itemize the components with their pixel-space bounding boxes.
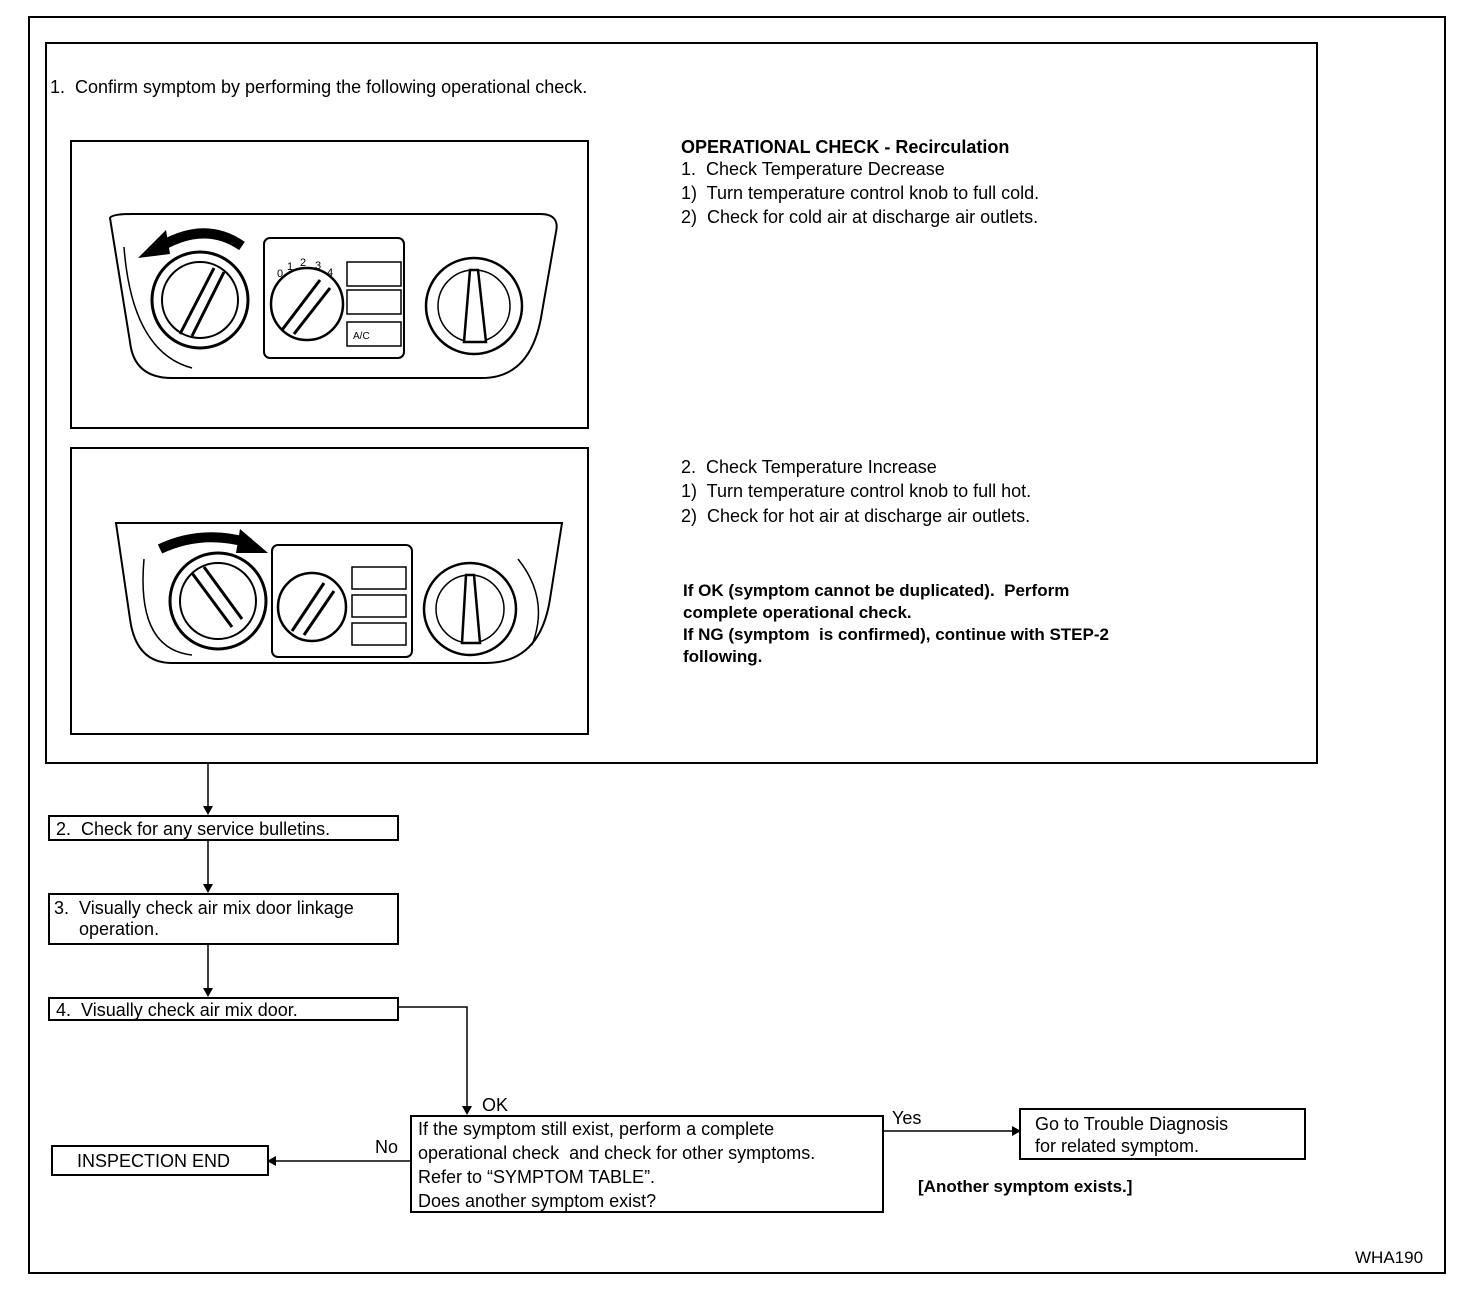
fan-speed-label: 3 [315,260,322,272]
inspection-end-label: INSPECTION END [77,1151,231,1171]
figure-code: WHA190 [1355,1248,1424,1267]
yes-label: Yes [892,1108,922,1128]
result-line: following. [683,647,763,666]
increase-step: 2) Check for hot air at discharge air outlets. [681,506,1031,526]
step2-label: 2. Check for any service bulletins. [56,819,331,839]
result-line: If OK (symptom cannot be duplicated). Perform [683,581,1070,600]
result-line: If NG (symptom is confirmed), continue with STEP-2 [683,625,1109,644]
fan-speed-label: 0 [277,268,284,280]
trouble-diagnosis-box [1019,1108,1306,1160]
arrow-down-icon [203,806,213,815]
decrease-title: 1. Check Temperature Decrease [681,159,945,179]
decrease-step: 1) Turn temperature control knob to full cold. [681,183,1040,203]
step3-line: operation. [54,919,160,939]
decision-box [410,1115,884,1213]
result-line: complete operational check. [683,603,912,622]
ok-label: OK [482,1095,509,1115]
step2-box [48,815,399,841]
arrow-down-icon [462,1106,472,1115]
step3-line: 3. Visually check air mix door linkage [54,898,354,918]
decision-line: Does another symptom exist? [418,1191,657,1211]
fan-speed-label: 1 [287,261,294,273]
op-check-heading: OPERATIONAL CHECK - Recirculation [681,137,1010,157]
another-symptom-label: [Another symptom exists.] [918,1177,1133,1196]
no-label: No [375,1137,399,1157]
decrease-step: 2) Check for cold air at discharge air outlets. [681,207,1039,227]
decision-line: Refer to “SYMPTOM TABLE”. [418,1167,656,1187]
step4-box [48,997,399,1021]
step1-title: 1. Confirm symptom by performing the following operational check. [50,77,588,97]
fan-speed-label: 2 [300,257,307,269]
decision-line: operational check and check for other symptoms. [418,1143,816,1163]
fan-speed-label: 4 [327,267,334,279]
step3-box [48,893,399,945]
trouble-line: Go to Trouble Diagnosis [1035,1114,1229,1134]
increase-title: 2. Check Temperature Increase [681,457,937,477]
increase-step: 1) Turn temperature control knob to full hot. [681,481,1032,501]
arrow-down-icon [203,884,213,893]
inspection-end-box [51,1145,269,1176]
step4-label: 4. Visually check air mix door. [56,1000,298,1020]
arrow-down-icon [203,988,213,997]
decision-line: If the symptom still exist, perform a complete [418,1119,775,1139]
ac-label: A/C [353,331,370,342]
trouble-line: for related symptom. [1035,1136,1200,1156]
